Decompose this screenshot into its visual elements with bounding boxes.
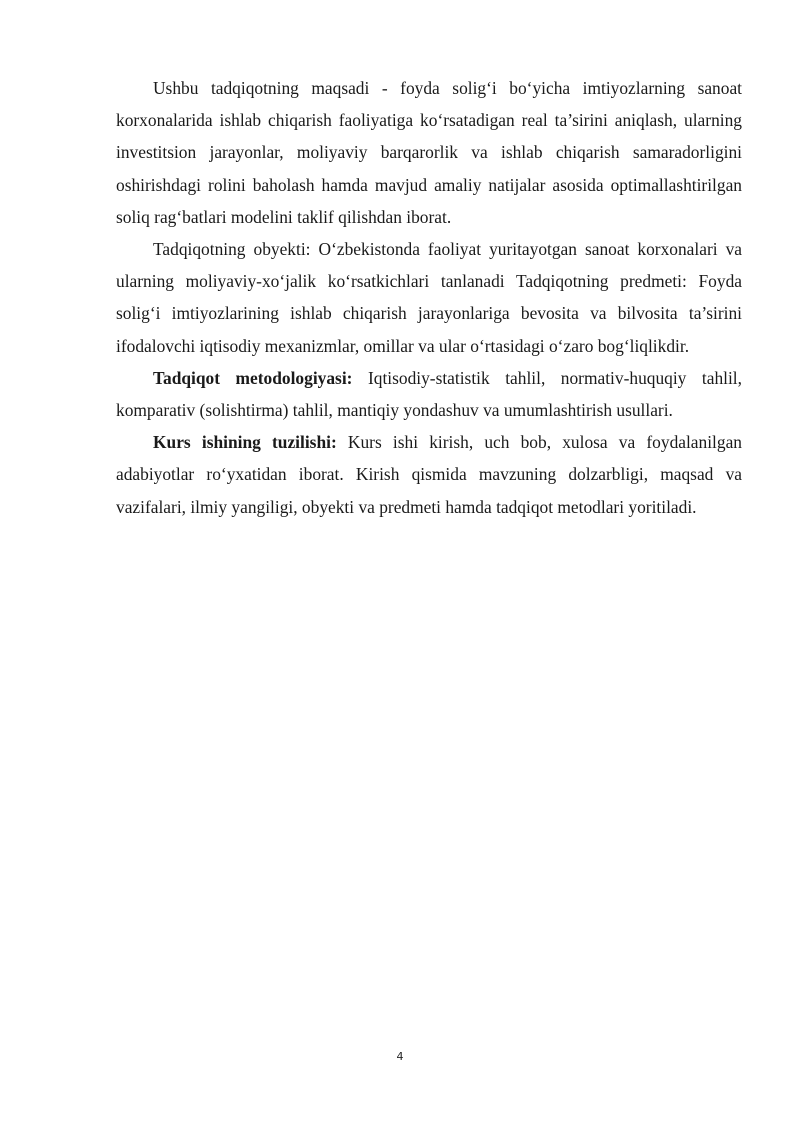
structure-heading: Kurs ishining tuzilishi: <box>153 432 337 453</box>
methodology-heading: Tadqiqot metodologiyasi: <box>153 367 353 388</box>
body-text <box>116 72 742 523</box>
paragraph-object-subject <box>116 233 742 362</box>
structure-text: Kurs ishi kirish, uch bob, xulosa va foydalanilgan adabiyotlar ro‘yxatidan iborat. Kirish qismida mavzuning dolzarbligi, maqsad va vazifalari, ilmiy yangiligi, obyekti va predmeti hamda tadqiqot metodlari yoritiladi. <box>116 432 742 517</box>
page-number: 4 <box>396 1050 404 1063</box>
paragraph-methodology <box>116 362 742 426</box>
paragraph-purpose-text: Ushbu tadqiqotning maqsadi - foyda solig‘i bo‘yicha imtiyozlarning sanoat korxonalarida ishlab chiqarish faoliyatiga ko‘rsatadigan real ta’sirini aniqlash, ularning investitsion jarayonlar, moliyaviy barqarorlik va ishlab chiqarish samaradorligini oshirishdagi rolini baholash hamda mavjud amaliy natijalar asosida optimallashtirilgan soliq rag‘batlari modelini taklif qilishdan iborat. <box>116 78 742 227</box>
paragraph-object-subject-text: Tadqiqotning obyekti: O‘zbekistonda faoliyat yuritayotgan sanoat korxonalari va ularning moliyaviy-xo‘jalik ko‘rsatkichlari tanlanadi Tadqiqotning predmeti: Foyda solig‘i imtiyozlarining ishlab chiqarish jarayonlariga bevosita va bilvosita ta’sirini ifodalovchi iqtisodiy mexanizmlar, omillar va ular o‘rtasidagi o‘zaro bog‘liqlikdir. <box>116 239 742 356</box>
methodology-text: Iqtisodiy-statistik tahlil, normativ-huquqiy tahlil, komparativ (solishtirma) tahlil, mantiqiy yondashuv va umumlashtirish usullari. <box>116 367 742 421</box>
paragraph-purpose <box>116 72 742 233</box>
paragraph-structure <box>116 426 742 523</box>
